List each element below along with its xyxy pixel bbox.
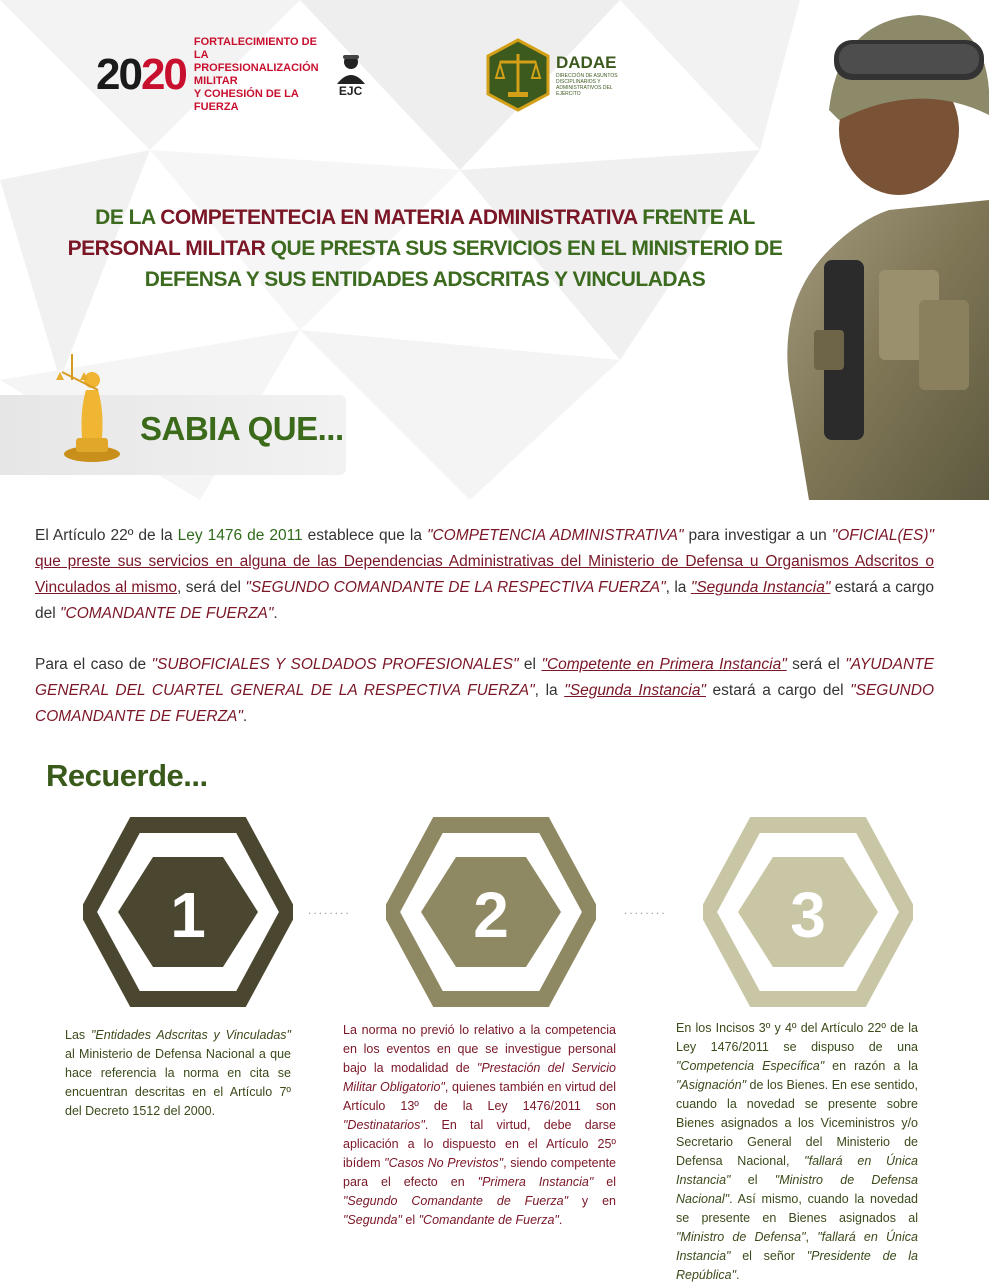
recuerde-heading: Recuerde...	[46, 758, 208, 793]
year-text: 2020	[96, 50, 186, 99]
step-3-hexagon	[703, 817, 913, 1007]
dots-connector-1: ........	[308, 903, 351, 917]
lady-justice-icon	[52, 350, 128, 465]
dadae-subtitle: DIRECCIÓN DE ASUNTOS DISCIPLINARIOS Y ADMINISTRATIVOS DEL EJÉRCITO	[556, 73, 618, 97]
motto-text: FORTALECIMIENTO DE LA PROFESIONALIZACIÓN MILITAR Y COHESIÓN DE LA FUERZA	[193, 36, 319, 113]
step-1-hexagon	[83, 817, 293, 1007]
ejc-logo: EJC	[331, 52, 371, 98]
dadae-logo	[484, 38, 632, 112]
paragraph-articulo-22: El Artículo 22º de la Ley 1476 de 2011 establece que la "COMPETENCIA ADMINISTRATIVA" para investigar a un "OFICIAL(ES)" que preste sus servicios en alguna de las Dependencias Administrativas del Ministerio de Defensa u Organismos Adscritos o Vinculados al mismo, será del "SEGUNDO COMANDANTE DE LA RESPECTIVA FUERZA", la "Segunda Instancia" estará a cargo del "COMANDANTE DE FUERZA".	[35, 527, 934, 622]
sabia-que-heading: SABIA QUE...	[140, 410, 344, 447]
dadae-name: DADAE	[556, 53, 617, 72]
scales-shield-icon	[484, 38, 552, 112]
step-1-number: 1	[170, 879, 206, 951]
logo-2020	[96, 36, 366, 113]
step-3-number: 3	[790, 879, 826, 951]
dots-connector-2: ........	[624, 903, 667, 917]
page-title: DE LA COMPETENTECIA EN MATERIA ADMINISTRATIVA FRENTE AL PERSONAL MILITAR QUE PRESTA SUS SERVICIOS EN EL MINISTERIO DE DEFENSA Y SUS ENTIDADES ADSCRITAS Y VINCULADAS	[67, 206, 783, 291]
step-2-number: 2	[473, 879, 509, 951]
step-2-hexagon	[386, 817, 596, 1007]
soldier-silhouette-icon	[331, 52, 371, 84]
step-3-text: En los Incisos 3º y 4º del Artículo 22º de la Ley 1476/2011 se dispuso de una "Competencia Específica" en razón a la "Asignación" de los Bienes. En ese sentido, cuando la novedad se presente sobre Bienes asignados a los Viceministros y/o Secretario General del Ministerio de Defensa Nacional, "fallará en Única Instancia" el "Ministro de Defensa Nacional". Así mismo, cuando la novedad se presente en Bienes asignados al "Ministro de Defensa", "fallará en Única Instancia" el señor "Presidente de la República".	[676, 1021, 918, 1282]
step-2-text: La norma no previó lo relativo a la competencia en los eventos en que se investigue personal bajo la modalidad de "Prestación del Servicio Militar Obligatorio", quienes también en virtud del Artículo 13º de la Ley 1476/2011 son "Destinatarios". En tal virtud, debe darse aplicación a lo dispuesto en el Artículo 25º ibídem "Casos No Previstos", siendo competente para el efecto en "Primera Instancia" el "Segundo Comandante de Fuerza" y en "Segunda" el "Comandante de Fuerza".	[343, 1023, 617, 1227]
step-1-text: Las "Entidades Adscritas y Vinculadas" al Ministerio de Defensa Nacional a que hace referencia la norma en cita se encuentran descritas en el Artículo 7º del Decreto 1512 del 2000.	[65, 1028, 291, 1118]
paragraph-suboficiales: Para el caso de "SUBOFICIALES Y SOLDADOS PROFESIONALES" el "Competente en Primera Instancia" será el "AYUDANTE GENERAL DEL CUARTEL GENERAL DE LA RESPECTIVA FUERZA", la "Segunda Instancia" estará a cargo del "SEGUNDO COMANDANTE DE FUERZA".	[35, 656, 934, 725]
